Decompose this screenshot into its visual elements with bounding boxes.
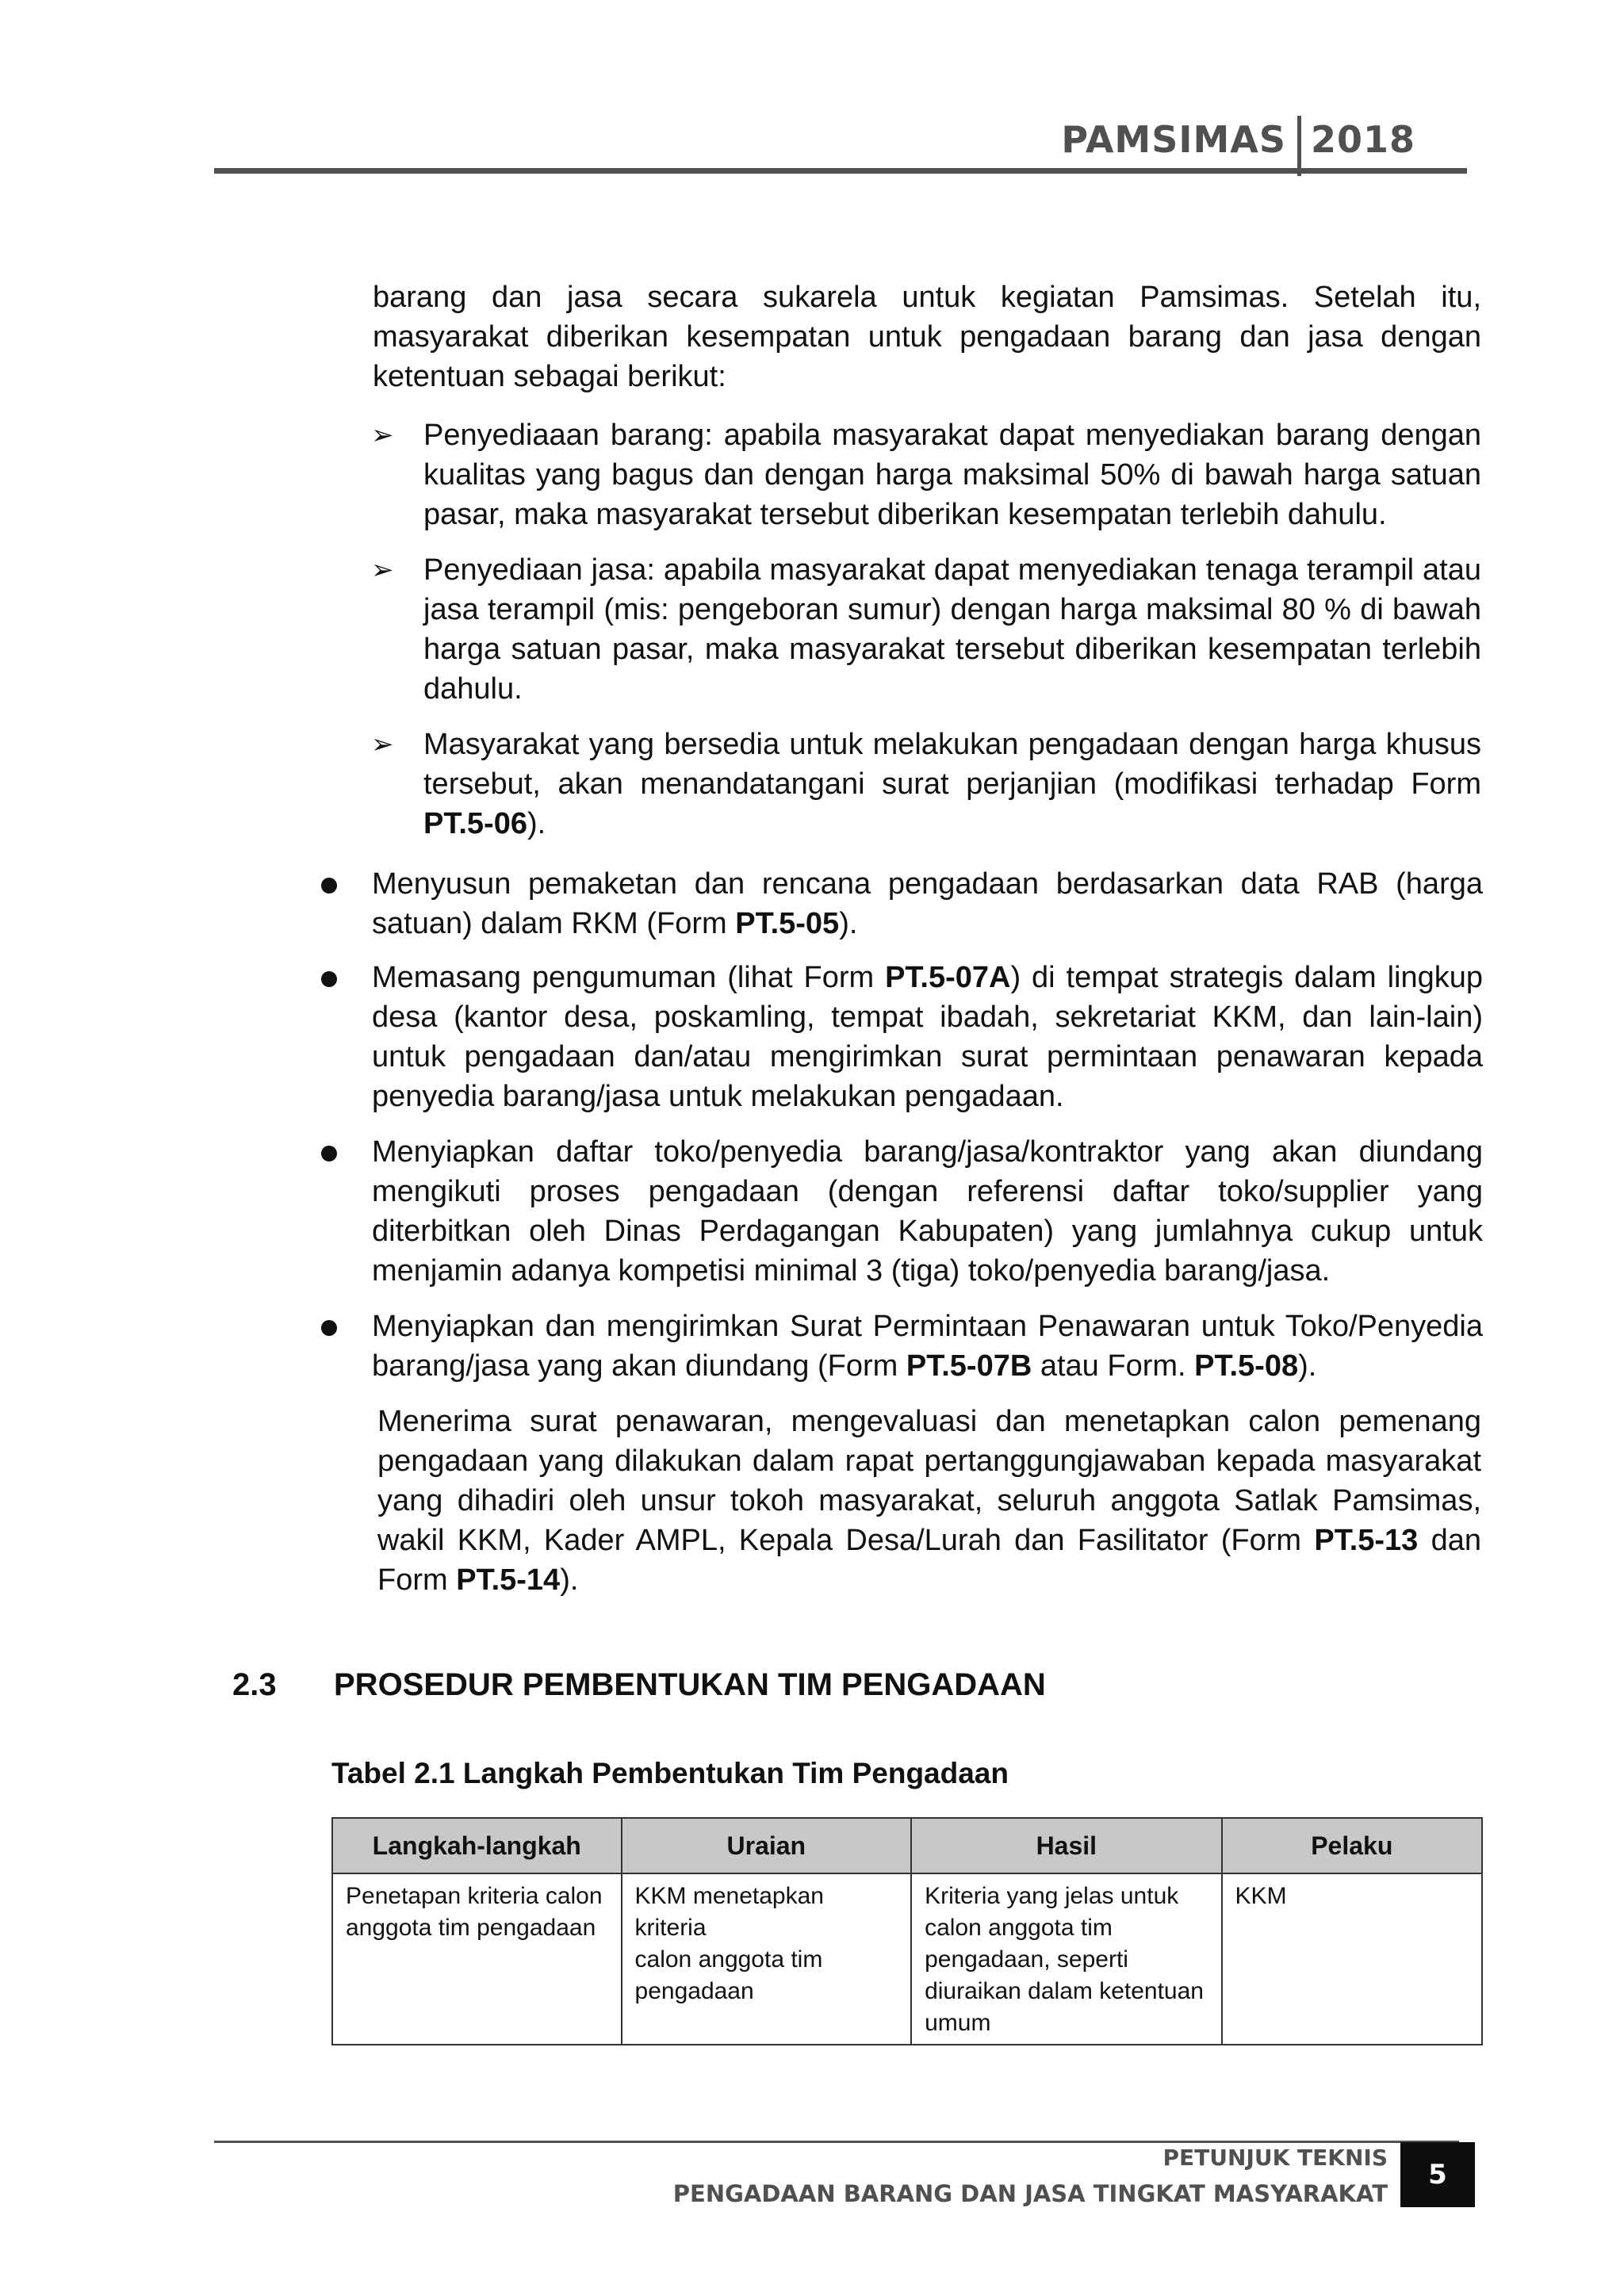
header-rule — [214, 168, 1467, 174]
section-title: PROSEDUR PEMBENTUKAN TIM PENGADAAN — [334, 1667, 1046, 1702]
table-cell: Penetapan kriteria calon anggota tim pengadaan — [332, 1873, 622, 2045]
closing-paragraph: Menerima surat penawaran, mengevaluasi dan menetapkan calon pemenang pengadaan yang dilakukan dalam rapat pertanggungjawaban kepada masyarakat yang dihadiri oleh unsur tokoh masyarakat, seluruh anggota Satlak Pamsimas, wakil KKM, Kader AMPL, Kepala Desa/Lurah dan Fasilitator (Form PT.5-13 dan Form PT.5-14). — [377, 1405, 1481, 1597]
arrow-bullet-icon: ➢ — [371, 554, 394, 586]
bullet-dot-icon — [321, 878, 337, 894]
procedure-table — [331, 1817, 1483, 2045]
column-header: Hasil — [911, 1818, 1221, 1873]
footer-rule — [214, 2141, 1459, 2143]
table-caption: Tabel 2.1 Langkah Pembentukan Tim Pengadaan — [331, 1757, 1009, 1789]
column-header: Uraian — [622, 1818, 912, 1873]
section-number: 2.3 — [232, 1667, 277, 1702]
table-header-row — [332, 1818, 1482, 1873]
bullet-dot-icon — [321, 1320, 337, 1336]
intro-paragraph: barang dan jasa secara sukarela untuk kegiatan Pamsimas. Setelah itu, masyarakat diberikan kesempatan untuk pengadaan barang dan jasa dengan ketentuan sebagai berikut: — [373, 281, 1481, 393]
header-divider — [1297, 116, 1301, 176]
bullet-dot-icon — [321, 971, 337, 987]
section-heading — [232, 1667, 1046, 1703]
header-year: 2018 — [1310, 118, 1415, 161]
column-header: Pelaku — [1222, 1818, 1482, 1873]
arrow-bullet-icon: ➢ — [371, 419, 394, 451]
table-cell: Kriteria yang jelas untuk calon anggota tim pengadaan, seperti diuraikan dalam ketentuan umum — [911, 1873, 1221, 2045]
footer-line-2: PENGADAAN BARANG DAN JASA TINGKAT MASYARAKAT — [672, 2180, 1388, 2207]
table-row — [332, 1873, 1482, 2045]
running-header — [1031, 109, 1415, 170]
bullet-dot-icon — [321, 1146, 337, 1161]
column-header: Langkah-langkah — [332, 1818, 622, 1873]
header-title: PAMSIMAS — [1061, 118, 1286, 161]
table-cell: KKM — [1222, 1873, 1482, 2045]
arrow-bullet-icon: ➢ — [371, 729, 394, 760]
footer-line-1: PETUNJUK TEKNIS — [1162, 2145, 1388, 2171]
page-number: 5 — [1400, 2142, 1475, 2207]
table-cell: KKM menetapkan kriteria calon anggota tim pengadaan — [622, 1873, 912, 2045]
